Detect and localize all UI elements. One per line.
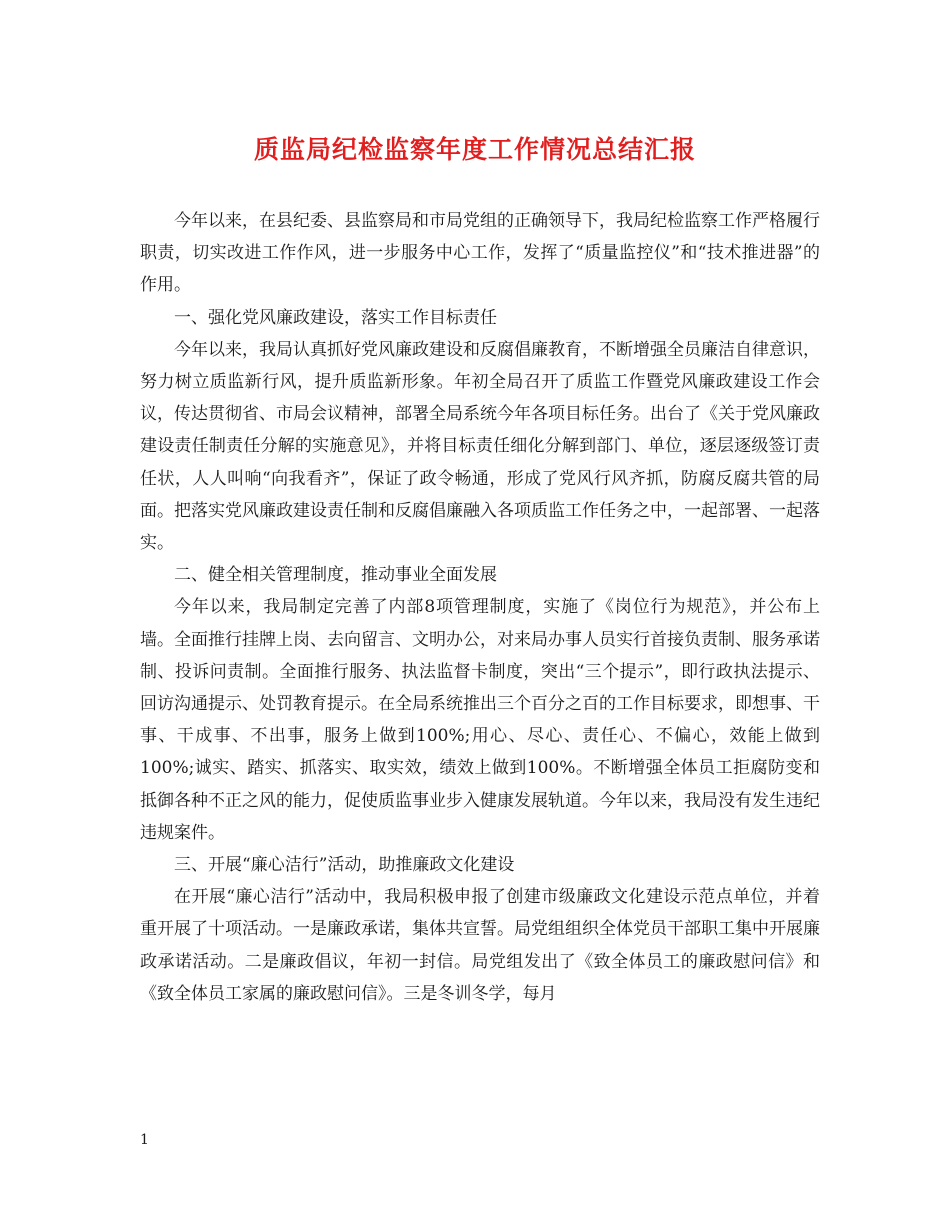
section-heading-1: 一、强化党风廉政建设，落实工作目标责任 bbox=[174, 307, 497, 328]
section-heading-2: 二、健全相关管理制度，推动事业全面发展 bbox=[174, 565, 497, 586]
page-number: 1 bbox=[140, 1132, 149, 1148]
section-paragraph-3: 在开展“廉心洁行”活动中，我局积极申报了创建市级廉政文化建设示范点单位，并着重开展了十项活动。一是廉政承诺，集体共宣誓。局党组组织全体党员干部职工集中开展廉政承诺活动。二是廉政倡议，年初一封信。局党组发出了《致全体员工的廉政慰问信》和《致全体员工家属的廉政慰问信》。三是冬训冬学，每月 bbox=[140, 887, 820, 1004]
section-paragraph-2: 今年以来，我局制定完善了内部8项管理制度，实施了《岗位行为规范》，并公布上墙。全面推行挂牌上岗、去向留言、文明办公，对来局办事人员实行首接负责制、服务承诺制、投诉问责制。全面推行服务、执法监督卡制度，突出“三个提示”，即行政执法提示、回访沟通提示、处罚教育提示。在全局系统推出三个百分之百的工作目标要求，即想事、干事、干成事、不出事，服务上做到100%;用心、尽心、责任心、不偏心，效能上做到100%;诚实、踏实、抓落实、取实效，绩效上做到100%。不断增强全体员工拒腐防变和抵御各种不正之风的能力，促使质监事业步入健康发展轨道。今年以来，我局没有发生违纪违规案件。 bbox=[140, 597, 820, 843]
document-body bbox=[140, 205, 820, 1010]
document-title: 质监局纪检监察年度工作情况总结汇报 bbox=[253, 135, 696, 164]
section-paragraph-1: 今年以来，我局认真抓好党风廉政建设和反腐倡廉教育，不断增强全员廉洁自律意识，努力树立质监新行风，提升质监新形象。年初全局召开了质监工作暨党风廉政建设工作会议，传达贯彻省、市局会议精神，部署全局系统今年各项目标任务。出台了《关于党风廉政建设责任制责任分解的实施意见》，并将目标责任细化分解到部门、单位，逐层逐级签订责任状，人人叫响“向我看齐”，保证了政令畅通，形成了党风行风齐抓，防腐反腐共管的局面。把落实党风廉政建设责任制和反腐倡廉融入各项质监工作任务之中，一起部署、一起落实。 bbox=[140, 339, 820, 554]
section-heading-3: 三、开展“廉心洁行”活动，助推廉政文化建设 bbox=[174, 855, 515, 876]
intro-paragraph: 今年以来，在县纪委、县监察局和市局党组的正确领导下，我局纪检监察工作严格履行职责，切实改进工作作风，进一步服务中心工作，发挥了“质量监控仪”和“技术推进器”的作用。 bbox=[140, 211, 820, 296]
